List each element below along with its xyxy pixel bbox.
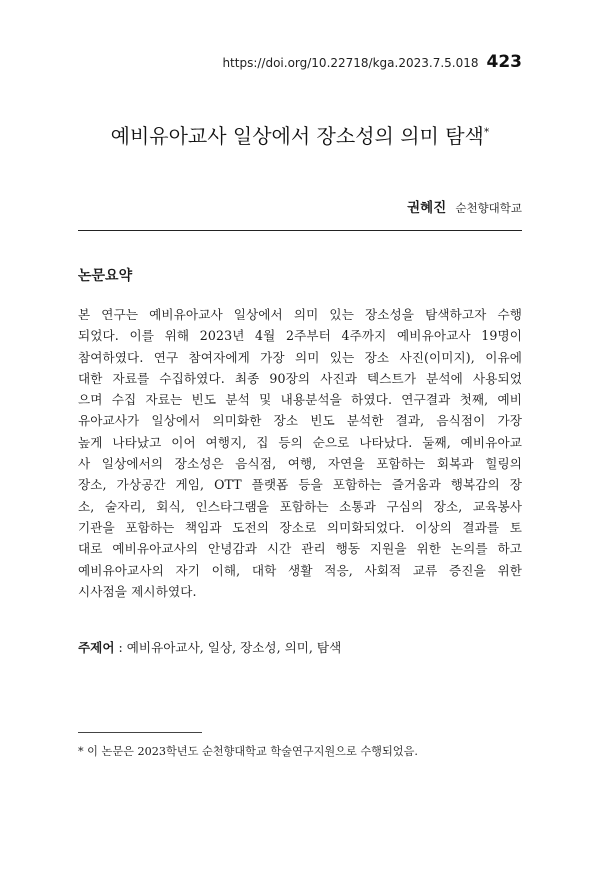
abstract-line: 시사점을 제시하였다. <box>78 583 197 599</box>
abstract-line: 소, 술자리, 회식, 인스타그램을 포함하는 소통과 구심의 장소, 교육봉사 <box>78 498 522 514</box>
abstract-heading: 논문요약 <box>78 268 133 284</box>
abstract-line: 장소, 가상공간 게임, OTT 플랫폼 등을 포함하는 즐거움과 행복감의 장 <box>78 477 522 493</box>
title-footnote-mark: * <box>483 125 490 139</box>
paper-title <box>0 120 600 149</box>
abstract-line: 으며 수집 자료는 빈도 분석 및 내용분석을 하였다. 연구결과 첫째, 예비 <box>78 392 522 408</box>
running-header <box>222 52 522 72</box>
author-block <box>407 196 522 216</box>
abstract-line: 대로 예비유아교사의 안녕감과 시간 관리 행동 지원을 위한 논의를 하고 <box>78 541 522 557</box>
abstract-line: 사 일상에서의 장소성은 음식점, 여행, 자연을 포함하는 회복과 힐링의 <box>78 456 522 472</box>
footnote: * 이 논문은 2023학년도 순천향대학교 학술연구지원으로 수행되었음. <box>78 745 418 758</box>
abstract-line: 되었다. 이를 위해 2023년 4월 2주부터 4주까지 예비유아교사 19명이 <box>78 328 522 344</box>
paper-title-text: 예비유아교사 일상에서 장소성의 의미 탐색 <box>110 124 484 148</box>
abstract-line: 본 연구는 예비유아교사 일상에서 의미 있는 장소성을 탐색하고자 수행 <box>78 307 522 322</box>
doi-link[interactable]: https://doi.org/10.22718/kga.2023.7.5.018 <box>222 56 479 70</box>
abstract-line: 기관을 포함하는 책임과 도전의 장소로 의미화되었다. 이상의 결과를 토 <box>78 519 522 535</box>
author-affiliation: 순천향대학교 <box>455 201 522 215</box>
keywords-line <box>78 637 341 656</box>
abstract-line: 높게 나타났고 이어 여행지, 집 등의 순으로 나타났다. 둘째, 예비유아교 <box>78 434 522 450</box>
footnote-divider <box>78 732 202 733</box>
abstract-line: 유아교사가 일상에서 의미화한 장소 빈도 분석한 결과, 음식점이 가장 <box>78 413 522 429</box>
header-divider <box>78 230 522 231</box>
keywords-label: 주제어 <box>78 640 115 655</box>
keywords-text: : 예비유아교사, 일상, 장소성, 의미, 탐색 <box>114 640 342 655</box>
abstract-line: 예비유아교사의 자기 이해, 대학 생활 적응, 사회적 교류 증진을 위한 <box>78 562 522 578</box>
page-number: 423 <box>486 52 522 72</box>
author-name: 권혜진 <box>407 200 447 216</box>
abstract-body <box>78 304 522 602</box>
abstract-line: 대한 자료를 수집하였다. 최종 90장의 사진과 텍스트가 분석에 사용되었 <box>78 370 522 386</box>
abstract-line: 참여하였다. 연구 참여자에게 가장 의미 있는 장소 사진(이미지), 이유에 <box>78 349 522 365</box>
